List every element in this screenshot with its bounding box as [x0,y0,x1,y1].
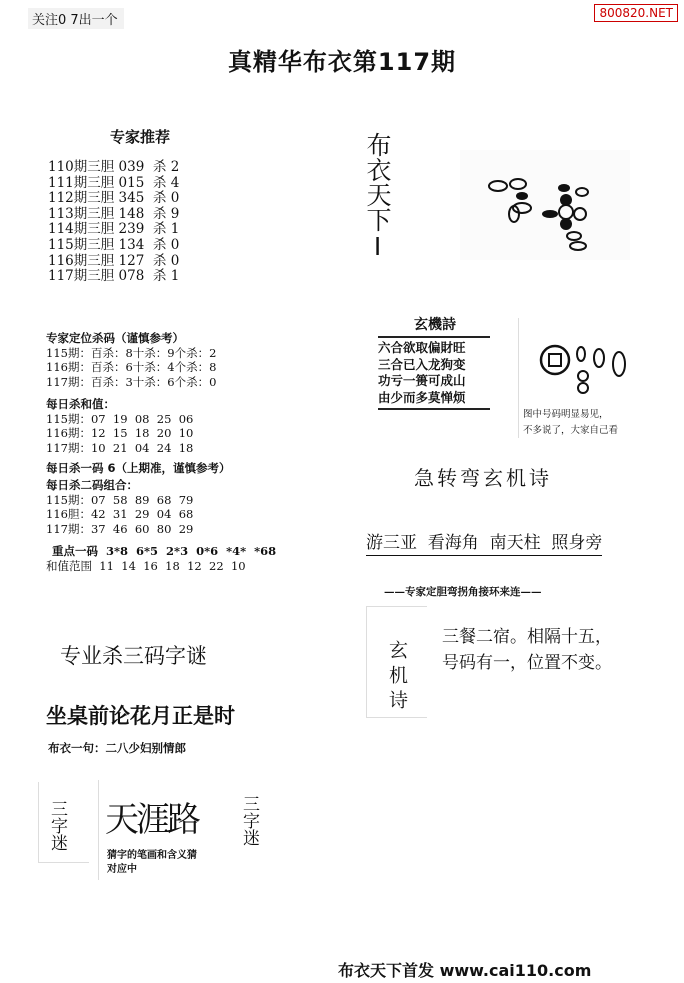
buyi-vertical-title: 布衣天下I [363,132,392,261]
quick-line: 游三亚 看海角 南天柱 照身旁 [366,528,602,556]
xuanji-label: 玄机诗 [386,640,408,715]
focus-code: 重点一码 3*8 6*5 2*3 0*6 *4* *68 [52,544,277,558]
mystic-caption: 不多说了，大家自己看 [523,425,619,436]
list-item: 116胆：42 31 29 04 68 [46,507,194,522]
site-watermark[interactable]: 800820.NET [594,4,678,22]
kill-one-code: 每日杀一码 6（上期准，谨慎参考） [46,461,231,475]
poem-line: 功亏一篑可成山 [378,373,466,388]
coin-picture [460,150,630,260]
riddle-center-note: 对应中 [107,864,137,875]
section-heading: 专家定位杀码（谨慎参考） [46,331,184,345]
mystic-title: 玄機詩 [414,317,456,333]
list-item: 117期三胆 078 杀 1 [48,268,180,285]
xuanji-poem [442,624,612,676]
footer-site[interactable]: 布衣天下首发 www.cai110.com [338,961,592,980]
riddle-center-note: 猜字的笔画和含义猜 [107,850,197,861]
poem-line: 六合欲取偏財旺 [378,340,466,355]
sum-kill-section [46,396,193,455]
kill-two-section [46,477,193,536]
mystic-caption: 图中号码明显易见， [523,409,609,420]
riddle-poem: 坐桌前论花月正是时 [46,704,235,728]
coin-ring-picture [523,328,643,400]
list-item: 112期三胆 345 杀 0 [48,190,180,207]
section-heading: 每日杀和值： [46,397,115,411]
page-title: 真精华布衣第117期 [227,48,457,76]
mystic-picture-box [518,318,645,438]
list-item: 115期：07 19 08 25 06 [46,412,194,426]
riddle-side-right: 三字迷 [239,795,259,846]
top-note: 关注0 7出一个 [28,8,124,29]
position-kill-section [46,330,216,389]
list-item: 116期三胆 127 杀 0 [48,252,180,269]
riddle-hint: 布衣一句：二八少妇别情郎 [48,741,186,755]
list-item: 115期：07 58 89 68 79 [46,493,194,507]
sum-range: 和值范围 11 14 16 18 12 22 10 [46,559,246,573]
riddle-title: 专业杀三码字谜 [60,644,207,668]
list-item: 114期三胆 239 杀 1 [48,221,180,238]
poem-line: 号码有一，位置不变。 [442,653,612,673]
riddle-center-word: 天涯路 [105,800,198,840]
list-item: 113期三胆 148 杀 9 [48,205,180,222]
list-item: 117期：37 46 60 80 29 [46,521,194,536]
list-item: 116期：百杀：6十杀：4个杀：8 [46,360,217,375]
riddle-center-box [98,780,229,880]
poem-line: 三餐二宿。相隔十五， [442,627,612,647]
poem-line: 由少而多莫惮烦 [378,389,466,405]
list-item: 115期三胆 134 杀 0 [48,236,180,253]
list-item: 117期：10 21 04 24 18 [46,440,194,455]
quick-title: 急转弯玄机诗 [414,466,552,490]
expert-list [48,160,179,285]
section-heading: 每日杀二码组合： [46,478,138,492]
poem-line: 三合已入龙狗变 [378,356,466,372]
list-item: 111期三胆 015 杀 4 [48,174,180,191]
list-item: 116期：12 15 18 20 10 [46,426,194,441]
expert-bar: ——专家定胆弯拐角接环来连—— [384,586,542,598]
list-item: 115期：百杀：8十杀：9个杀：2 [46,346,217,360]
mystic-poem [378,336,490,410]
list-item: 117期：百杀：3十杀：6个杀：0 [46,374,217,389]
expert-title: 专家推荐 [110,128,171,146]
riddle-side-left: 三字迷 [47,800,67,851]
list-item: 110期三胆 039 杀 2 [48,159,180,175]
